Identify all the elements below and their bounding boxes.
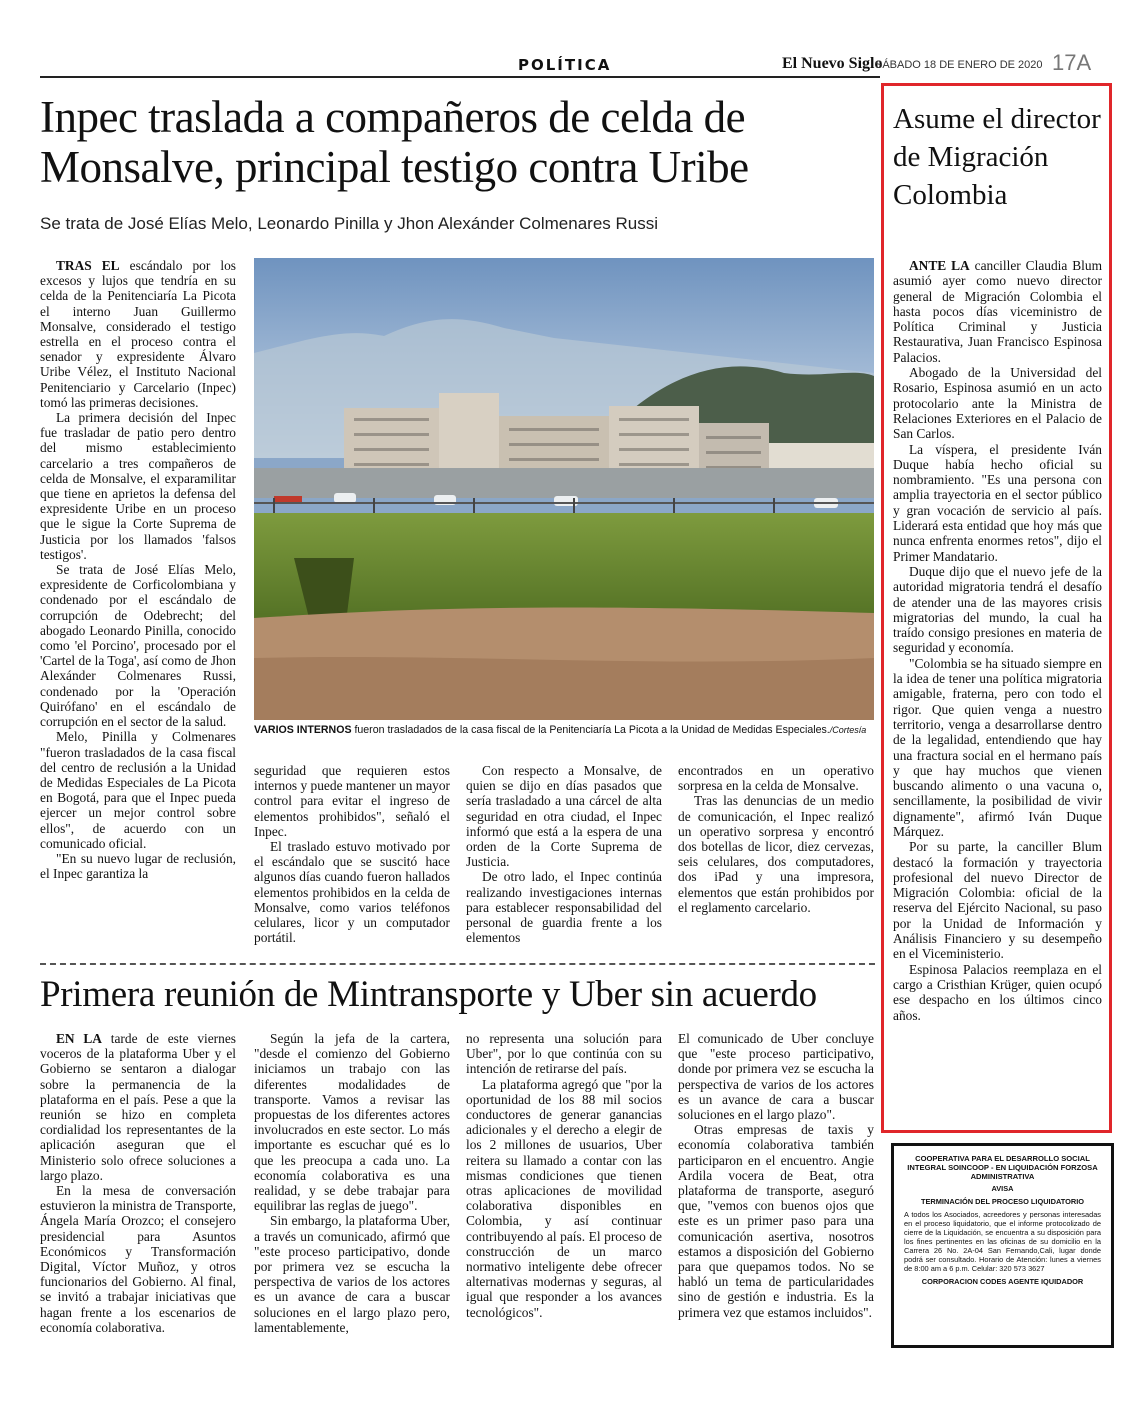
main-headline: Inpec traslada a compañeros de celda de Monsalve, principal testigo contra Uribe [40,92,749,192]
paragraph: Sin embargo, la plataforma Uber, a través un comunicado, afirmó que "este proceso participativo, donde por primera vez se escucha la perspectiva de varios de los actores es un avance de cara a buscar soluciones en el largo plazo pero, lamentablemente, [254,1213,450,1335]
ad-signature: CORPORACION CODES AGENTE IQUIDADOR [921,1277,1084,1286]
paragraph: Espinosa Palacios reemplaza en el cargo a Cristhian Krüger, quien ocupó ese despacho en los últimos cinco años. [893,961,1102,1023]
lead-text: canciller Claudia Blum asumió ayer como nuevo director general de Migración Colombia el hasta pocos días viceministro de Política Criminal y Justicia Restaurativa, Juan Francisco Espinosa Palacios. [893,258,1103,365]
second-column-2 [254,1031,450,1335]
header-rule [40,76,880,78]
sidebar-headline: Asume el director de Migración Colombia [893,103,1101,211]
second-column-4 [678,1031,874,1320]
paragraph: seguridad que requieren estos internos y puede mantener un mayor control para evitar el ingreso de elementos prohibidos", señaló el Inpec. [254,763,450,839]
paragraph: El comunicado de Uber concluye que "este proceso participativo, donde por primera vez se escucha la perspectiva de varios de los actores es un avance de cara a buscar soluciones en el largo plazo". [678,1031,874,1123]
paragraph: "En su nuevo lugar de reclusión, el Inpec garantiza la [40,850,236,882]
article-divider [40,963,875,965]
newspaper-name: El Nuevo Siglo [782,55,883,72]
second-headline: Primera reunión de Mintransporte y Uber sin acuerdo [40,974,817,1015]
paragraph: Se trata de José Elías Melo, expresidente de Corficolombiana y condenado por el escándalo de corrupción de Odebrecht; del abogado Leonardo Pinilla, conocido como 'el Porcino', procesado por el 'Cartel de la Toga', así como de Jhon Alexánder Colmenares Russi, condenado por la 'Operación Quirófano' en el escándalo de corrupción en el sector de la salud. [40,562,236,730]
caption-lead: VARIOS INTERNOS [254,724,352,736]
second-column-1 [40,1031,236,1335]
paragraph: Por su parte, la canciller Blum destacó la formación y trayectoria profesional del nuevo Director de Migración Colombia: oficial de la reserva del Ejército Nacional, su paso por la Unidad de Información y Análisis Financiero y su desempeño en el Viceministerio. [893,839,1102,962]
paragraph: encontrados en un operativo sorpresa en la celda de Monsalve. [678,763,874,794]
paragraph: La primera decisión del Inpec fue trasladar de patio pero dentro del mismo establecimiento carcelario a tres compañeros de celda de Monsalve, el exparamilitar que tiene en aprietos la defensa del expresidente Uribe en un proceso que le sigue la Corte Suprema de Justicia por los llamados 'falsos testigos'. [40,410,236,562]
lead-text: tarde de este viernes voceros de la plataforma Uber y el Gobierno se sentaron a dialogar sobre la permanencia de la plataforma en el país. Pese a que la reunión se hizo en completa cordialidad los representantes de la aplicación aseguran que el Ministerio solo ofrece soluciones a largo plazo. [40,1031,236,1183]
second-column-3 [466,1031,662,1320]
photo-credit: /Cortesía [829,725,867,735]
paragraph: Según la jefa de la cartera, "desde el comienzo del Gobierno iniciamos un trabajo con las diferentes modalidades de transporte. Vamos a revisar las propuestas de los diferentes actores involucrados en este sector. Lo más importante es escuchar qué es lo que les preocupa a cada uno. La economía colaborativa es una realidad, y se debe trabajar para equilibrar las reglas de juego". [254,1031,450,1214]
ad-title: COOPERATIVA PARA EL DESARROLLO SOCIAL INTEGRAL SOINCOOP - EN LIQUIDACIÓN FORZOSA ADMINISTRATIVA [907,1154,1098,1181]
photo-caption [254,724,874,737]
section-label: POLÍTICA [518,56,612,74]
legal-notice-ad [891,1143,1114,1348]
main-subtitle: Se trata de José Elías Melo, Leonardo Pinilla y Jhon Alexánder Colmenares Russi [40,214,659,233]
paragraph: Duque dijo que el nuevo jefe de la autoridad migratoria tendrá el desafío de atender una de las mayores crisis migratorias del mundo, la cual ha traído consigo presiones en materia de seguridad y economía. [893,563,1102,656]
second-kicker: EN LA [56,1031,102,1046]
sidebar-body [893,258,1102,1023]
sidebar-lead-paragraph [893,258,1102,365]
main-column-2 [254,763,450,945]
paragraph: La víspera, el presidente Iván Duque había hecho oficial su nombramiento. "Es una persona con amplia trayectoria en el sector público y gran vocación de servicio al país. Liderará esta entidad que hoy más que nunca enfrenta enormes retos", dijo el Primer Mandatario. [893,441,1102,564]
paragraph: Melo, Pinilla y Colmenares "fueron trasladados de la casa fiscal del centro de reclusión a la Unidad de Medidas Especiales de La Picota en Bogotá, para que el Inpec pueda ejercer un mejor control sobre ellos", de acuerdo con un comunicado oficial. [40,729,236,851]
ad-heading: TERMINACIÓN DEL PROCESO LIQUIDATORIO [920,1197,1084,1206]
paragraph: Tras las denuncias de un medio de comunicación, el Inpec realizó un operativo sorpresa y encontró dos botellas de licor, diez cervezas, seis celulares, dos computadores, dos iPad y una impresora, elementos que están prohibidos por el reglamento carcelario. [678,793,874,915]
main-lead-paragraph [40,258,236,410]
issue-date: SÁBADO 18 DE ENERO DE 2020 [875,59,1043,71]
paragraph: La plataforma agregó que "por la oportunidad de los 88 mil socios conductores de generar ganancias adicionales y el derecho a elegir de los 2 millones de usuarios, Uber reitera su llamado a contar con las mismas condiciones que tienen otras aplicaciones de movilidad colaborativa disponibles en Colombia, y así continuar contribuyendo al país. El proceso de construcción de un marco normativo inteligente debe ofrecer alternativas modernas y seguras, al igual que responder a los avances tecnológicos". [466,1076,662,1320]
paragraph: El traslado estuvo motivado por el escándalo que se suscitó hace algunos días cuando fueron hallados elementos prohibidos en la celda de Monsalve, como varios teléfonos celulares, licor y un computador portátil. [254,839,450,946]
paragraph: Otras empresas de taxis y economía colaborativa también participaron en el encuentro. Angie Ardila vocera de Beat, otra plataforma de transporte, aseguró que, "vemos con buenos ojos que este es un primer paso para una comunicación asertiva, nosotros estamos a disposición del Gobierno para que quepamos todos. No se habló un tema de particularidades sino de gestión e industria. Es la primera vez que estamos incluidos". [678,1122,874,1320]
paragraph: "Colombia se ha situado siempre en la idea de tener una política migratoria amigable, fraterna, pero con todo el rigor. Que quien venga a nuestro territorio, venga a desarrollarse dentro de la legalidad, entendiendo que hay una fractura social en el hermano país y que hay muchos que vienen buscando alimento o una vacuna o, sencillamente, la posibilidad de vivir dignamente", afirmó Iván Duque Márquez. [893,655,1102,839]
paragraph: Con respecto a Monsalve, de quien se dijo en días pasados que sería trasladado a una cárcel de alta seguridad en otra ciudad, el Inpec informó que está a la espera de una orden de la Corte Suprema de Justicia. [466,763,662,870]
main-column-1 [40,258,236,881]
caption-text: fueron trasladados de la casa fiscal de la Penitenciaría La Picota a la Unidad de Medidas Especiales. [351,724,830,736]
lead-text: escándalo por los excesos y lujos que tendría en su celda de la Penitenciaría La Picota el interno Juan Guillermo Monsalve, considerado el testigo estrella en el proceso contra el senador y expresidente Álvaro Uribe Vélez, el Instituto Nacional Penitenciario y Carcelario (Inpec) tomó las primeras decisiones. [40,258,236,410]
paragraph: no representa una solución para Uber", por lo que continúa con su intención de retirarse del país. [466,1031,662,1077]
ad-body: A todos los Asociados, acreedores y personas interesadas en el proceso liquidatorio, que el informe protocolizado de cierre de la Liquidación, se encuentra a su disposición para los fines pertinentes en las oficinas de su domicilio en la Carrera 26 No. 2A-04 San Fernando,Cali, lugar donde podrá ser consultado. Horario de Atención: lunes a viernes de 8:00 am a 6 p.m. Celular: 320 573 3627 [904,1210,1101,1273]
paragraph: Abogado de la Universidad del Rosario, Espinosa asumió en un acto protocolario ante la Ministra de Relaciones Exteriores en el Palacio de San Carlos. [893,365,1102,442]
prison-photo [254,258,874,720]
paragraph: De otro lado, el Inpec continúa realizando investigaciones internas para establecer responsabilidad del personal de guardia frente a los elementos [466,869,662,946]
prison-photo-illustration [254,258,874,720]
main-column-4 [678,763,874,915]
ad-subtitle: AVISA [991,1184,1014,1193]
second-lead-paragraph [40,1031,236,1183]
main-column-3 [466,763,662,945]
paragraph: En la mesa de conversación estuvieron la ministra de Transporte, Ángela María Orozco; el consejero presidencial para Asuntos Económicos y Transformación Digital, Víctor Muñoz, y otros funcionarios del Gobierno. Al final, se invitó a trabajar iniciativas que hagan frente a los escenarios de economía colaborativa. [40,1183,236,1335]
page-number: 17A [1052,50,1092,75]
lead-kicker: TRAS EL [56,258,120,273]
sidebar-kicker: ANTE LA [909,258,970,273]
